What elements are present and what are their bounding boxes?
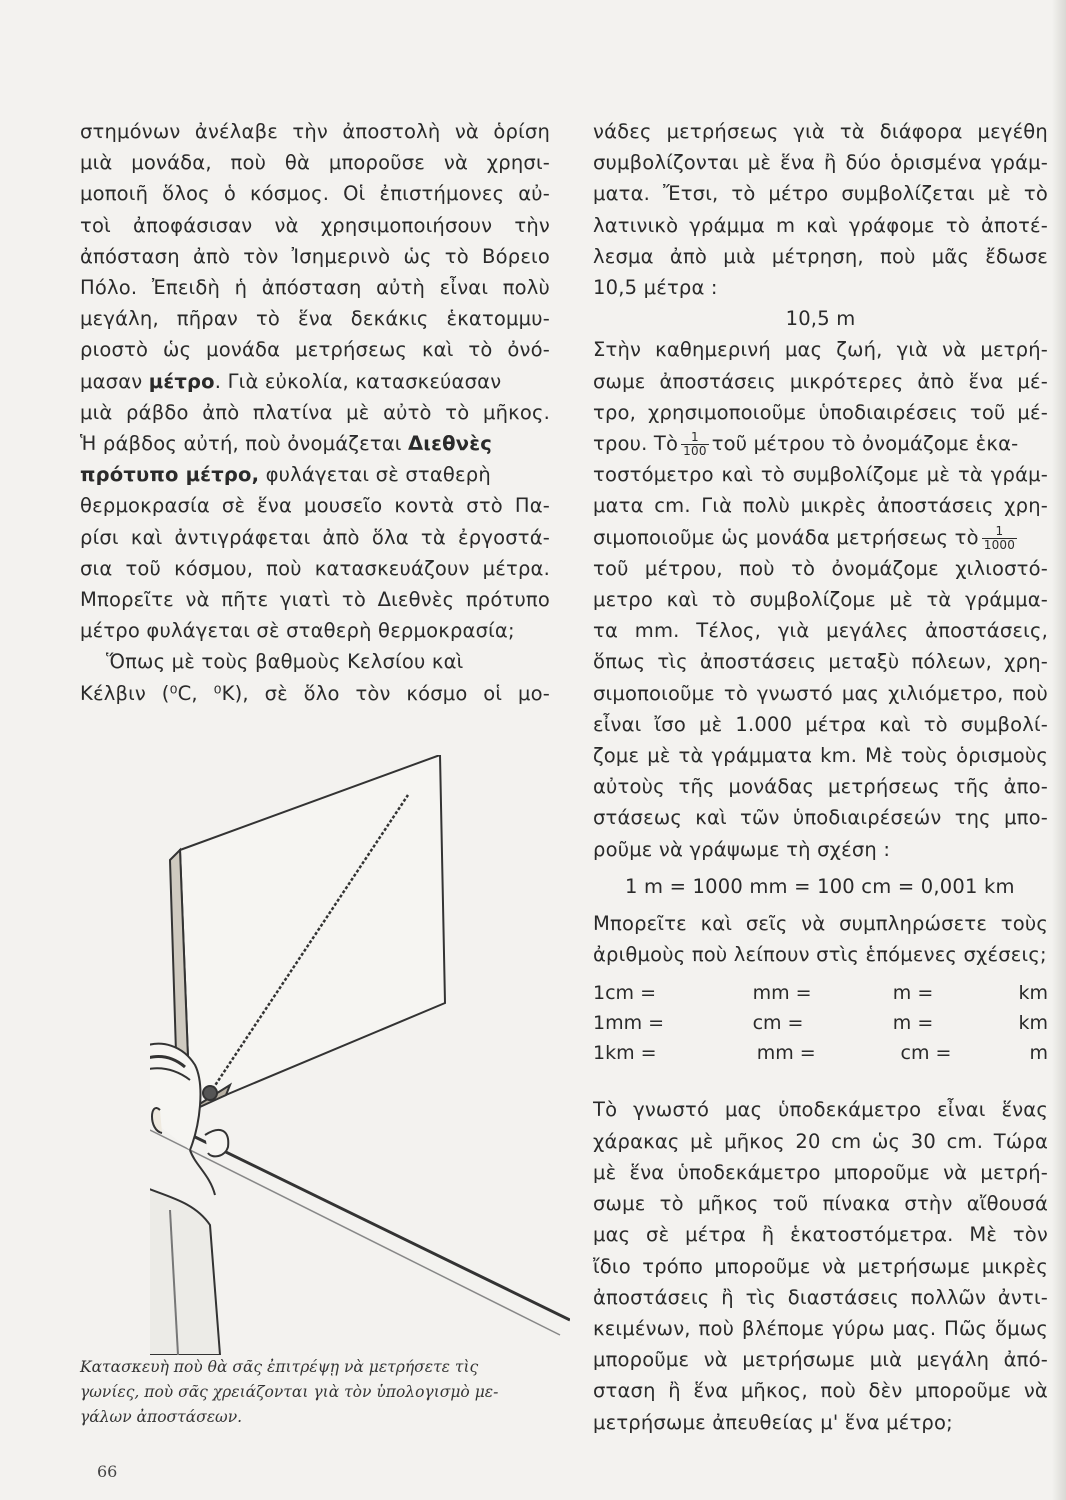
text-line: ὅπως τὶς ἀποστάσεις μεταξὺ πόλεων, χρη- bbox=[593, 650, 1048, 674]
boy-measuring-angles-illustration bbox=[150, 755, 570, 1355]
text-line: τα mm. Τέλος, γιὰ μεγάλες ἀποστάσεις, bbox=[593, 619, 1048, 643]
text-line: 10,5 μέτρα : bbox=[593, 276, 718, 300]
text-line: ριοστὸ ὡς μονάδα μετρήσεως καὶ τὸ ὀνό- bbox=[80, 338, 550, 362]
text-line: σωμε ἀποστάσεις μικρότερες ἀπὸ ἕνα μέ- bbox=[593, 369, 1048, 393]
text-line: μποροῦμε νὰ μετρήσωμε μιὰ μεγάλη ἀπό- bbox=[593, 1348, 1048, 1372]
text-line: πρότυπο μέτρο, φυλάγεται σὲ σταθερὴ bbox=[80, 463, 491, 487]
text-line: κειμένων, ποὺ βλέπομε γύρω μας. Πῶς ὅμως bbox=[593, 1316, 1048, 1340]
exercise-row: 1mm = cm = m = km bbox=[593, 1012, 1049, 1035]
text-line: τρο, χρησιμοποιοῦμε ὑποδιαιρέσεις τοῦ μέ- bbox=[593, 400, 1048, 424]
unit-relation: 1 m = 1000 mm = 100 cm = 0,001 km bbox=[625, 874, 1015, 898]
term-prototype-meter: πρότυπο μέτρο, bbox=[80, 463, 260, 487]
text-line: τοὶ ἀποφάσισαν νὰ χρησιμοποιήσουν τὴν bbox=[80, 213, 550, 237]
text-line: τρου. Τὸ $\frac{1}{100}$ τοῦ μέτρου τὸ ὀνομάζομε ἑκα- bbox=[593, 430, 1019, 459]
text-line: εἶναι ἴσο μὲ 1.000 μέτρα καὶ τὸ συμβολί- bbox=[593, 712, 1048, 736]
text-line: ἀπόσταση ἀπὸ τὸν Ἰσημερινὸ ὡς τὸ Βόρειο bbox=[80, 244, 550, 268]
text-line: μιὰ μονάδα, ποὺ θὰ μποροῦσε νὰ χρησι- bbox=[80, 151, 550, 175]
text-line: συμβολίζονται μὲ ἕνα ἢ δύο ὁρισμένα γράμ- bbox=[593, 151, 1048, 175]
text-line: Πόλο. Ἐπειδὴ ἡ ἀπόσταση αὐτὴ εἶναι πολὺ bbox=[80, 276, 550, 300]
fraction-one-thousandth: $\frac{1}{1000}$ bbox=[983, 523, 1016, 552]
text-line: μετρο καὶ τὸ συμβολίζομε μὲ τὰ γράμμα- bbox=[593, 588, 1048, 612]
text-line: ἀποστάσεις ἢ τὶς διαστάσεις πολλῶν ἀντι- bbox=[593, 1285, 1048, 1309]
text-line: σωμε τὸ μῆκος τοῦ πίνακα στὴν αἴθουσά bbox=[593, 1192, 1048, 1216]
text-line: ζομε μὲ τὰ γράμματα km. Μὲ τοὺς ὁρισμοὺς bbox=[593, 744, 1048, 768]
text-line: στάσεως καὶ τῶν ὑποδιαιρέσεών της μπο- bbox=[593, 806, 1048, 830]
text-line: λεσμα ἀπὸ μιὰ μέτρηση, ποὺ μᾶς ἔδωσε bbox=[593, 244, 1048, 268]
text-line: μεγάλη, πῆραν τὸ ἕνα δεκάκις ἑκατομμυ- bbox=[80, 307, 550, 331]
text-line: Κέλβιν (⁰C, ⁰K), σὲ ὅλο τὸν κόσμο οἱ μο- bbox=[80, 681, 550, 705]
text-line: Μπορεῖτε νὰ πῆτε γιατὶ τὸ Διεθνὲς πρότυπο bbox=[80, 588, 550, 612]
text-line: μὲ ἕνα ὑποδεκάμετρο μποροῦμε νὰ μετρή- bbox=[593, 1160, 1048, 1184]
text-line: λατινικὸ γράμμα m καὶ γράφομε τὸ ἀποτέ- bbox=[593, 213, 1048, 237]
exercise-row: 1km = mm = cm = m bbox=[593, 1042, 1049, 1065]
text-line: μιὰ ράβδο ἀπὸ πλατίνα μὲ αὐτὸ τὸ μῆκος. bbox=[80, 400, 550, 424]
text-line: ροῦμε νὰ γράψωμε τὴ σχέση : bbox=[593, 837, 891, 861]
text-line: σταση ἢ ἕνα μῆκος, ποὺ δὲν μποροῦμε νὰ bbox=[593, 1379, 1048, 1403]
text-line: Μπορεῖτε καὶ σεῖς νὰ συμπληρώσετε τοὺς bbox=[593, 912, 1048, 936]
fraction-one-hundredth: $\frac{1}{100}$ bbox=[683, 430, 707, 459]
text-line: μετρήσωμε ἀπευθείας μ' ἕνα μέτρο; bbox=[593, 1410, 953, 1434]
exercise-table bbox=[593, 978, 1048, 1068]
text-line: νάδες μετρήσεως γιὰ τὰ διάφορα μεγέθη bbox=[593, 120, 1048, 143]
text-line: μέτρο φυλάγεται σὲ σταθερὴ θερμοκρασία; bbox=[80, 619, 515, 643]
caption-line: γάλων ἀποστάσεων. bbox=[80, 1408, 243, 1426]
text-line: χάρακας μὲ μῆκος 20 cm ὡς 30 cm. Τώρα bbox=[593, 1129, 1048, 1153]
text-line: σια τοῦ κόσμου, ποὺ κατασκευάζουν μέτρα. bbox=[80, 556, 550, 580]
figure-caption bbox=[80, 1355, 565, 1430]
example-measurement: 10,5 m bbox=[785, 307, 856, 331]
text-line: Ὅπως μὲ τοὺς βαθμοὺς Κελσίου καὶ bbox=[106, 650, 464, 674]
text-line: τοῦ μέτρου, ποὺ τὸ ὀνομάζομε χιλιοστό- bbox=[593, 556, 1048, 580]
left-column bbox=[80, 116, 550, 709]
text-line: ρίσι καὶ ἀντιγράφεται ἀπὸ ὅλα τὰ ἐργοστά- bbox=[80, 525, 550, 549]
text-line: σιμοποιοῦμε ὡς μονάδα μετρήσεως τὸ $\frac{1}{1000}$ bbox=[593, 523, 1016, 552]
caption-line: γωνίες, ποὺ σᾶς χρειάζονται γιὰ τὸν ὑπολογισμὸ με- bbox=[80, 1383, 499, 1401]
term-metro: μέτρο bbox=[148, 369, 215, 393]
text-line: σιμοποιοῦμε τὸ γνωστό μας χιλιόμετρο, ποὺ bbox=[593, 681, 1048, 705]
text-line: ἴδιο τρόπο μποροῦμε νὰ μετρήσωμε μικρὲς bbox=[593, 1254, 1048, 1278]
text-line: θερμοκρασία σὲ ἕνα μουσεῖο κοντὰ στὸ Πα- bbox=[80, 494, 550, 518]
right-paragraph-1 bbox=[593, 116, 1048, 970]
page-number: 66 bbox=[97, 1462, 118, 1481]
text-line: μασαν μέτρο. Γιὰ εὐκολία, κατασκεύασαν bbox=[80, 369, 502, 393]
text-line: Τὸ γνωστό μας ὑποδεκάμετρο εἶναι ἕνας bbox=[593, 1098, 1048, 1122]
caption-line: Κατασκευὴ ποὺ θὰ σᾶς ἐπιτρέψῃ νὰ μετρήσετε τὶς bbox=[80, 1358, 479, 1376]
text-line: ματα. Ἔτσι, τὸ μέτρο συμβολίζεται μὲ τὸ bbox=[593, 182, 1048, 206]
page-edge-shadow bbox=[1052, 0, 1066, 1500]
text-line: μας σὲ μέτρα ἢ ἑκατοστόμετρα. Μὲ τὸν bbox=[593, 1223, 1048, 1247]
term-international: Διεθνὲς bbox=[408, 432, 493, 456]
text-line: Στὴν καθημερινή μας ζωή, γιὰ νὰ μετρή- bbox=[593, 338, 1048, 362]
text-line: στημόνων ἀνέλαβε τὴν ἀποστολὴ νὰ ὁρίση bbox=[80, 120, 550, 143]
text-line: ἀριθμοὺς ποὺ λείπουν στὶς ἑπόμενες σχέσεις; bbox=[593, 943, 1047, 967]
text-line: μοποιῆ ὅλος ὁ κόσμος. Οἱ ἐπιστήμονες αὐ- bbox=[80, 182, 550, 206]
right-column bbox=[593, 116, 1048, 1438]
text-line: τοστόμετρο καὶ τὸ συμβολίζομε μὲ τὰ γράμ- bbox=[593, 463, 1048, 487]
text-line: αὐτοὺς τῆς μονάδας μετρήσεως τῆς ἀπο- bbox=[593, 775, 1048, 799]
right-paragraph-4 bbox=[593, 1094, 1048, 1437]
exercise-row: 1cm = mm = m = km bbox=[593, 982, 1049, 1005]
text-line: Ἡ ράβδος αὐτή, ποὺ ὀνομάζεται Διεθνὲς bbox=[80, 432, 493, 456]
text-line: ματα cm. Γιὰ πολὺ μικρὲς ἀποστάσεις χρη- bbox=[593, 494, 1048, 518]
left-paragraph bbox=[80, 116, 550, 709]
